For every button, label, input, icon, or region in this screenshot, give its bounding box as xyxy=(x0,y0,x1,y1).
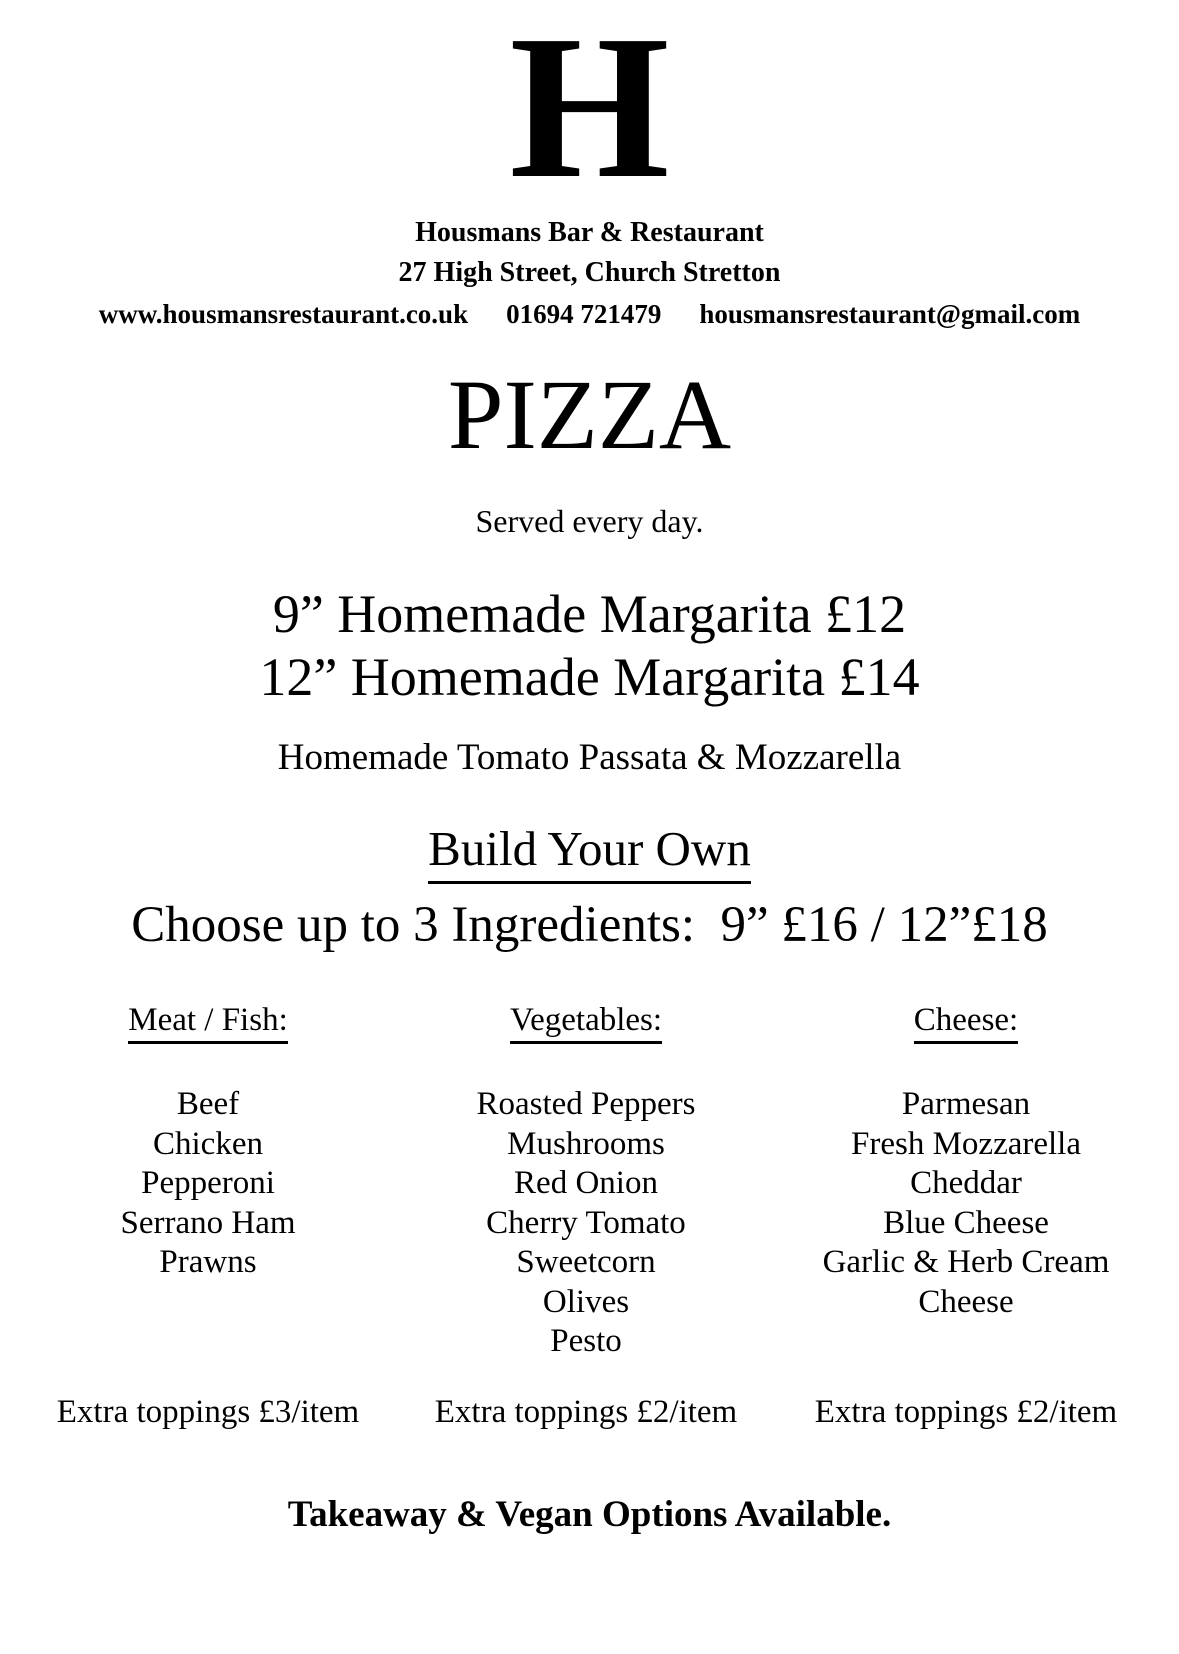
contact-row xyxy=(0,298,1179,330)
column-heading xyxy=(426,1001,746,1045)
list-item: Pepperoni xyxy=(141,1165,275,1201)
list-item: Fresh Mozzarella xyxy=(851,1125,1081,1162)
column-heading-label: Cheese: xyxy=(914,1001,1018,1044)
column-heading-label: Vegetables: xyxy=(510,1001,662,1044)
list-item: Sweetcorn xyxy=(516,1244,656,1280)
website-text: www.housmansrestaurant.co.uk xyxy=(98,299,469,329)
list-item: Cheese xyxy=(918,1283,1014,1320)
ingredient-list xyxy=(426,1085,746,1362)
ingredient-list xyxy=(796,1085,1136,1322)
cheese-column xyxy=(796,1001,1136,1322)
vegetables-column xyxy=(426,1001,746,1362)
list-item: Cherry Tomato xyxy=(486,1204,686,1241)
column-heading-label: Meat / Fish: xyxy=(128,1001,288,1044)
menu-title: PIZZA xyxy=(447,359,732,470)
list-item: Garlic & Herb Cream xyxy=(822,1244,1110,1280)
restaurant-name: Housmans Bar & Restaurant xyxy=(415,217,764,248)
list-item: Pesto xyxy=(550,1323,622,1359)
list-item: Prawns xyxy=(159,1244,257,1280)
email-text: housmansrestaurant@gmail.com xyxy=(699,299,1081,329)
restaurant-address: 27 High Street, Church Stretton xyxy=(398,257,781,288)
margarita-12-price: 12” Homemade Margarita £14 xyxy=(259,647,920,707)
list-item: Chicken xyxy=(153,1125,263,1162)
extra-toppings-cheese: Extra toppings £2/item xyxy=(814,1394,1118,1430)
list-item: Mushrooms xyxy=(507,1125,665,1162)
list-item: Parmesan xyxy=(901,1086,1031,1122)
list-item: Cheddar xyxy=(910,1165,1022,1201)
meat-fish-column xyxy=(48,1001,368,1283)
extra-toppings-meat: Extra toppings £3/item xyxy=(56,1394,360,1430)
ingredient-list xyxy=(48,1085,368,1283)
list-item: Roasted Peppers xyxy=(476,1086,696,1122)
build-your-own-heading xyxy=(0,821,1179,884)
build-your-own-label: Build Your Own xyxy=(428,821,751,884)
extra-toppings-vegetables: Extra toppings £2/item xyxy=(434,1394,738,1430)
served-note: Served every day. xyxy=(475,503,704,539)
list-item: Olives xyxy=(542,1283,630,1320)
build-your-own-pricing: Choose up to 3 Ingredients: 9” £16 / 12”£18 xyxy=(131,897,1048,953)
column-heading xyxy=(48,1001,368,1045)
margarita-description: Homemade Tomato Passata & Mozzarella xyxy=(277,737,902,778)
list-item: Blue Cheese xyxy=(883,1204,1049,1241)
list-item: Serrano Ham xyxy=(120,1204,296,1241)
takeaway-vegan-note: Takeaway & Vegan Options Available. xyxy=(287,1494,892,1535)
margarita-9-price: 9” Homemade Margarita £12 xyxy=(272,584,907,644)
column-heading xyxy=(796,1001,1136,1045)
list-item: Beef xyxy=(176,1086,240,1122)
phone-text: 01694 721479 xyxy=(506,299,662,329)
logo-letter: H xyxy=(509,0,670,221)
list-item: Red Onion xyxy=(514,1165,658,1201)
